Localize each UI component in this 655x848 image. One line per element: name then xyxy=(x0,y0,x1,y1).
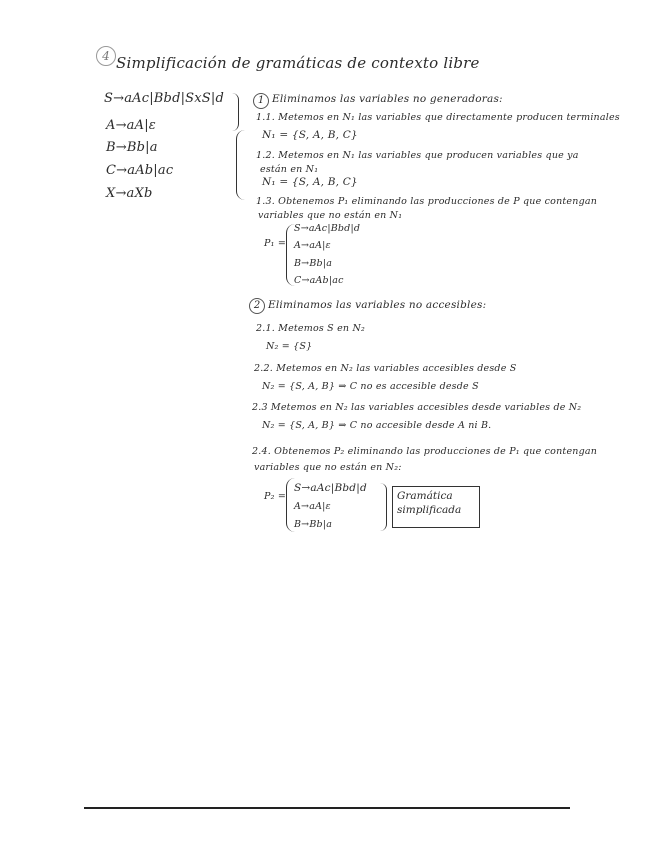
step-2-2-text: 2.2. Metemos en N₂ las variables accesibles desde S xyxy=(254,363,517,374)
grammar-rule: A→aA|ε xyxy=(106,118,156,133)
step-2-3-set: N₂ = {S, A, B} ⇒ C no accesible desde A ni B. xyxy=(262,420,492,431)
box-line: simplificada xyxy=(397,504,462,516)
p1-label: P₁ = xyxy=(264,238,286,249)
step-2-4-text: 2.4. Obtenemos P₂ eliminando las producciones de P₁ que contengan xyxy=(252,446,598,457)
grammar-rule: C→aAb|ac xyxy=(106,163,174,178)
step-2-1-set: N₂ = {S} xyxy=(266,341,313,352)
grammar-rule: S→aAc|Bbd|SxS|d xyxy=(104,91,225,106)
p1-rule: S→aAc|Bbd|d xyxy=(294,223,361,234)
step-2-3-text: 2.3 Metemos en N₂ las variables accesibles desde variables de N₂ xyxy=(252,402,582,413)
p2-label: P₂ = xyxy=(264,491,286,502)
box-line: Gramática xyxy=(397,490,453,502)
section-1-number: 1 xyxy=(253,93,269,109)
step-1-3-text-cont: variables que no están en N₁ xyxy=(258,210,403,221)
page-title: Simplificación de gramáticas de contexto libre xyxy=(116,54,480,72)
step-1-2-text-cont: están en N₁ xyxy=(260,164,319,175)
step-1-2-text: 1.2. Metemos en N₁ las variables que producen variables que ya xyxy=(256,150,579,161)
step-1-2-set: N₁ = {S, A, B, C} xyxy=(262,176,358,188)
step-1-1-set: N₁ = {S, A, B, C} xyxy=(262,129,358,141)
p1-rule: B→Bb|a xyxy=(294,258,333,269)
step-1-3-text: 1.3. Obtenemos P₁ eliminando las producciones de P que contengan xyxy=(256,196,598,207)
grammar-rule: B→Bb|a xyxy=(106,140,158,155)
p1-rule: A→aA|ε xyxy=(294,240,331,251)
grammar-brace xyxy=(236,130,245,200)
step-2-1-text: 2.1. Metemos S en N₂ xyxy=(256,323,365,334)
p2-rule: S→aAc|Bbd|d xyxy=(294,482,367,494)
grammar-bracket xyxy=(232,93,239,131)
step-1-1-text: 1.1. Metemos en N₁ las variables que directamente producen terminales xyxy=(256,112,620,123)
p2-closing-brace xyxy=(380,483,387,531)
section-1-heading: Eliminamos las variables no generadoras: xyxy=(272,93,503,105)
grammar-rule: X→aXb xyxy=(106,186,153,201)
page-bottom-edge xyxy=(84,807,570,809)
p1-rule: C→aAb|ac xyxy=(294,275,344,286)
exercise-number: 4 xyxy=(96,46,116,66)
p2-rule: B→Bb|a xyxy=(294,519,333,530)
section-2-number: 2 xyxy=(249,298,265,314)
section-2-heading: Eliminamos las variables no accesibles: xyxy=(268,299,487,311)
p2-rule: A→aA|ε xyxy=(294,501,331,512)
step-2-2-set: N₂ = {S, A, B} ⇒ C no es accesible desde S xyxy=(262,381,479,392)
simplified-grammar-box xyxy=(392,486,480,528)
step-2-4-text-cont: variables que no están en N₂: xyxy=(254,462,402,473)
